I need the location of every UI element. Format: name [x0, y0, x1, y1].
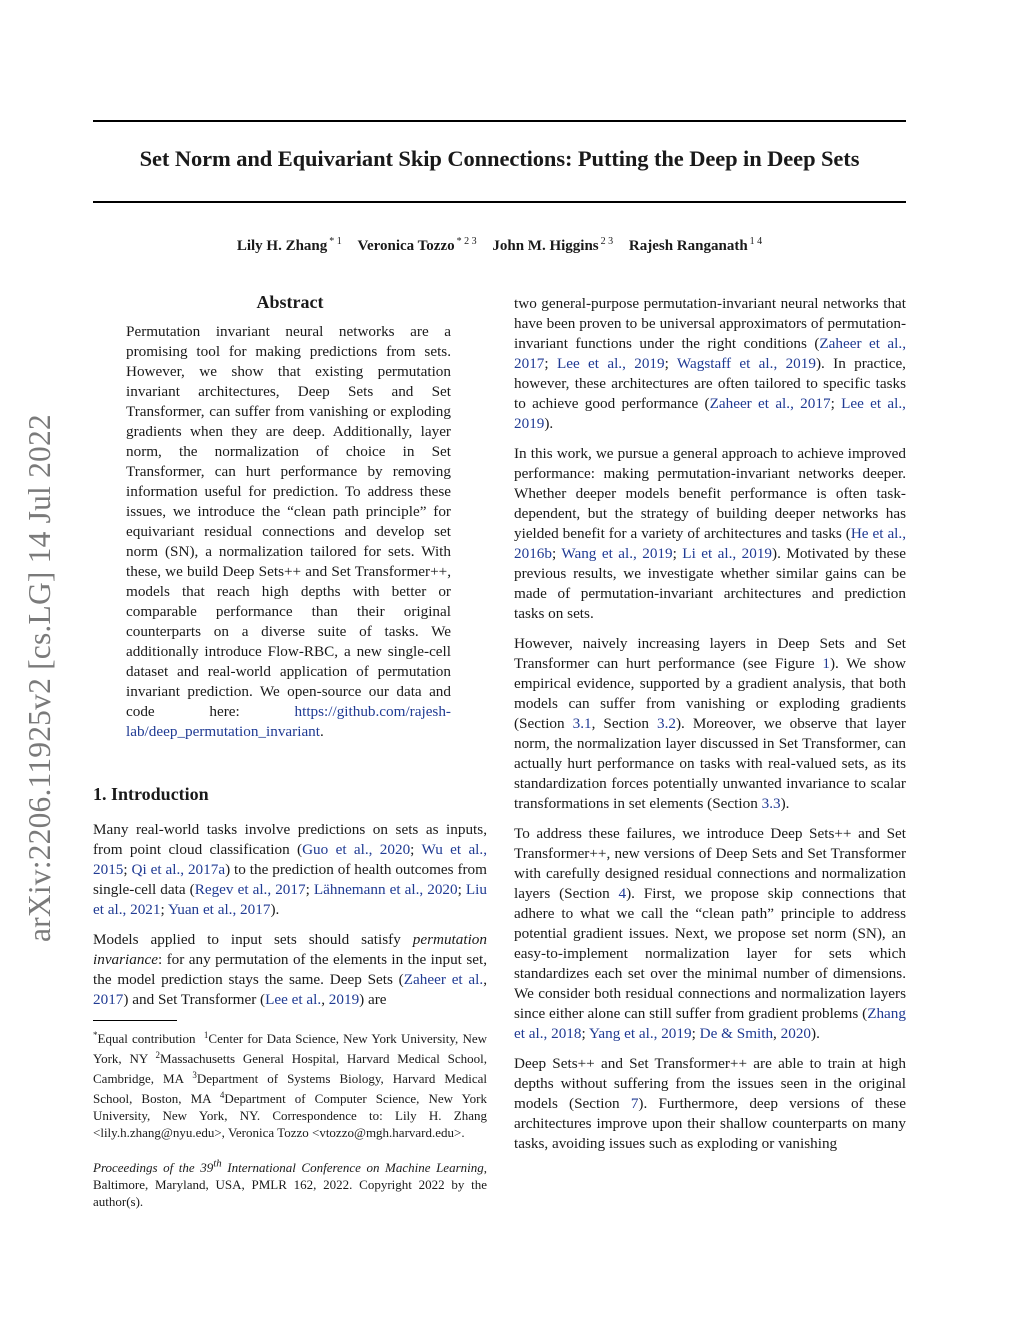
title-bottom-rule: [93, 201, 906, 203]
citation-link[interactable]: Wu et al., 2015: [93, 841, 488, 878]
citation-link[interactable]: 3.2: [656, 715, 676, 732]
code-link[interactable]: https://github.com/rajesh-lab/deep_permutation_invariant: [126, 703, 451, 740]
citation-link[interactable]: 4: [618, 885, 627, 902]
citation-link[interactable]: 2020: [780, 1025, 812, 1042]
citation-link[interactable]: Guo et al., 2020: [302, 841, 411, 858]
citation-link[interactable]: Yuan et al., 2017: [167, 901, 271, 918]
citation-link[interactable]: De & Smith: [699, 1025, 774, 1042]
small-caps: SN: [857, 925, 877, 942]
citation-link[interactable]: Zaheer et al.: [403, 971, 484, 988]
citation-link[interactable]: Zaheer et al., 2017: [514, 335, 906, 372]
citation-link[interactable]: Wagstaff et al., 2019: [676, 355, 816, 372]
citation-link[interactable]: Liu et al., 2021: [93, 881, 487, 918]
citation-link[interactable]: 7: [630, 1095, 639, 1112]
paragraph: However, naively increasing layers in Deep Sets and Set Transformer can hurt performance (see Figure 1). We show empirical evidence, supported by a gradient analysis, that both models can suffer from vanishing or exploding gradients (Section 3.1, Section 3.2). Moreover, we observe that layer norm, the normalization layer discussed in Set Transformer, can actually hurt performance on tasks with real-valued sets, as its standardization forces potentially unwanted invariance to scalar transformations in set elements (Section 3.3).: [514, 635, 906, 812]
footnote-affiliations: *Equal contribution $^1$Center for Data Science, New York University, New York, NY $^2$Massachusetts General Hospital, Harvard Medical School, Cambridge, MA $^3$Department of Systems Biology, Harvard Medical School, Boston, MA $^4$Department of Computer Science, New York University, New York, NY. Correspondence to: Lily H. Zhang <lily.h.zhang@nyu.edu>, Veronica Tozzo <vtozzo@mgh.harvard.edu>.: [93, 1030, 487, 1140]
paragraph: To address these failures, we introduce Deep Sets++ and Set Transformer++, new versions of Deep Sets and Set Transformer with carefully designed residual connections and normalization layers (Section 4). First, we propose skip connections that adhere to what we call the “clean path” principle to address potential gradient issues. Next, we propose set norm (SN), an easy-to-implement normalization layer for sets which standardizes each set over the minimal number of dimensions. We consider both residual connections and normalization layers since either alone can still suffer from gradient problems (Zhang et al., 2018; Yang et al., 2019; De & Smith, 2020).: [514, 825, 906, 1042]
paragraph: Many real-world tasks involve predictions on sets as inputs, from point cloud classification (Guo et al., 2020; Wu et al., 2015; Qi et al., 2017a) to the prediction of health outcomes from single-cell data (Regev et al., 2017; Lähnemann et al., 2020; Liu et al., 2021; Yuan et al., 2017).: [93, 821, 488, 918]
author: Veronica Tozzo $^{* 2 3}$: [357, 236, 477, 254]
citation-link[interactable]: Qi et al., 2017a: [131, 861, 226, 878]
citation-link[interactable]: Lee et al., 2019: [556, 355, 665, 372]
left-column: [93, 290, 487, 1210]
citation-link[interactable]: 3.1: [572, 715, 592, 732]
citation-link[interactable]: 1: [822, 655, 830, 672]
right-column: [514, 294, 906, 1154]
author: Lily H. Zhang $^{* 1}$: [236, 236, 342, 254]
title-top-rule: [93, 120, 906, 122]
paragraph: In this work, we pursue a general approach to achieve improved performance: making permutation-invariant networks deeper. Whether deeper models benefit performance is often task-dependent, but the strategy of building deeper networks has yielded benefit for a variety of architectures and tasks (He et al., 2016b; Wang et al., 2019; Li et al., 2019). Motivated by these previous results, we investigate whether similar gains can be made of permutation-invariant architectures and prediction tasks on sets.: [514, 445, 907, 622]
citation-link[interactable]: Yang et al., 2019: [588, 1025, 692, 1042]
section-heading-introduction: 1. Introduction: [93, 784, 209, 804]
citation-link[interactable]: Lee et al., 2019: [514, 395, 906, 432]
citation-link[interactable]: He et al., 2016b: [514, 525, 906, 562]
paragraph: two general-purpose permutation-invariant neural networks that have been proven to be universal approximators of permutation-invariant functions under the right conditions (Zaheer et al., 2017; Lee et al., 2019; Wagstaff et al., 2019). In practice, however, these architectures are often tailored to specific tasks to achieve good performance (Zaheer et al., 2017; Lee et al., 2019).: [514, 295, 906, 432]
paragraph: Deep Sets++ and Set Transformer++ are able to train at high depths without suffering from the issues seen in the original models (Section 7). Furthermore, deep versions of these architectures improve upon their shallow counterparts on many tasks, avoiding issues such as exploding or vanishing: [514, 1055, 906, 1152]
abstract-text: Permutation invariant neural networks are a promising tool for making predictions from sets. However, we show that existing permutation invariant architectures, Deep Sets and Set Transformer, can suffer from vanishing or exploding gradients when they are deep. Additionally, layer norm, the normalization of choice in Set Transformer, can hurt performance by removing information useful for prediction. To address these issues, we introduce the “clean path principle” for equivariant residual connections and develop set norm (SN), a normalization tailored for sets. With these, we build Deep Sets++ and Set Transformer++, models that reach high depths with better or comparable performance than their original counterparts on a diverse suite of tasks. We additionally introduce Flow-RBC, a new single-cell dataset and real-world application of permutation invariant prediction. We open-source our data and code here: https://github.com/rajesh-lab/deep_permutation_invariant.: [126, 323, 451, 740]
citation-link[interactable]: 2019: [328, 991, 360, 1008]
citation-link[interactable]: Lee et al.: [265, 991, 322, 1008]
citation-link[interactable]: Zaheer et al., 2017: [709, 395, 831, 412]
citation-link[interactable]: 2017: [93, 991, 124, 1008]
footnote-rule: [93, 1020, 177, 1021]
proceedings-note: Proceedings of the 39th International Conference on Machine Learning, Baltimore, Maryland, USA, PMLR 162, 2022. Copyright 2022 by the author(s).: [93, 1158, 487, 1210]
paragraph: Models applied to input sets should satisfy permutation invariance: for any permutation of the elements in the input set, the model prediction stays the same. Deep Sets (Zaheer et al., 2017) and Set Transformer (Lee et al., 2019) are: [93, 931, 487, 1008]
author: John M. Higgins $^{2 3}$: [492, 236, 614, 254]
citation-link[interactable]: Lähnemann et al., 2020: [313, 881, 458, 898]
author: Rajesh Ranganath $^{1 4}$: [628, 236, 763, 254]
citation-link[interactable]: Wang et al., 2019: [561, 545, 673, 562]
paper-title: Set Norm and Equivariant Skip Connections: Putting the Deep in Deep Sets: [139, 146, 860, 171]
citation-link[interactable]: 3.3: [761, 795, 781, 812]
emphasis: permutation invariance: [93, 931, 487, 968]
arxiv-stamp: arXiv:2206.11925v2 [cs.LG] 14 Jul 2022: [22, 414, 57, 942]
abstract-body: [93, 322, 487, 742]
citation-link[interactable]: Zhang et al., 2018: [514, 1005, 906, 1042]
citation-link[interactable]: Regev et al., 2017: [194, 881, 306, 898]
author-list: [93, 236, 906, 255]
abstract-heading: Abstract: [256, 292, 324, 312]
citation-link[interactable]: Li et al., 2019: [682, 545, 773, 562]
